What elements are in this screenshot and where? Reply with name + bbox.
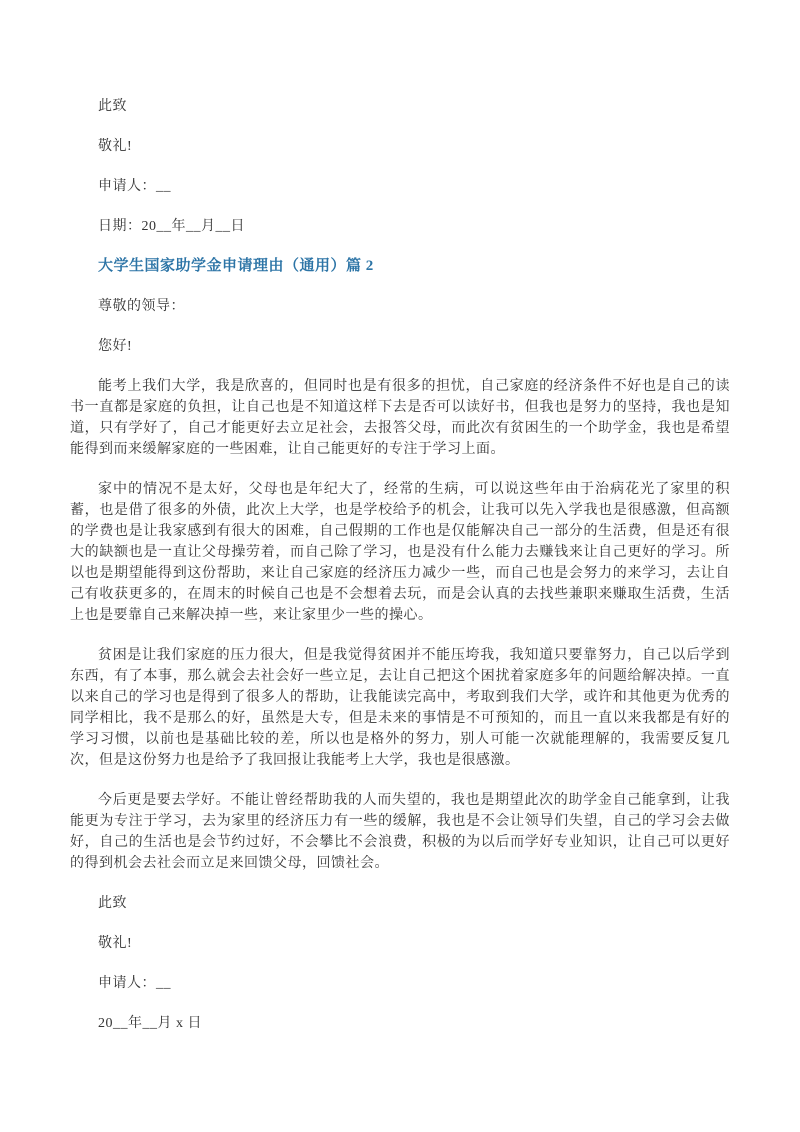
letter1-salute: 敬礼! (98, 139, 133, 154)
letter1-applicant-line: 申请人：__ (98, 179, 171, 194)
letter2-date-line: 20__年__月 x 日 (98, 1016, 202, 1031)
letter2-paragraph-1: 能考上我们大学，我是欣喜的，但同时也是有很多的担忧，自己家庭的经济条件不好也是自己的读书一直都是家庭的负担，让自己也是不知道这样下去是否可以读好书，但我也是努力的坚持，我也是知道，只有学好了，自己才能更好去立足社会，去报答父母，而此次有贫困生的一个助学金，我也是希望能得到而来缓解家庭的一些困难，让自己能更好的专注于学习上面。 (70, 379, 730, 457)
letter2-salutation: 尊敬的领导： (98, 299, 185, 314)
letter2-paragraph-4: 今后更是要去学好。不能让曾经帮助我的人而失望的，我也是期望此次的助学金自己能拿到，让我能更为专注于学习，去为家里的经济压力有一些的缓解，我也是不会让领导们失望，自己的学习会去做好，自己的生活也是会节约过好，不会攀比不会浪费，积极的为以后而学好专业知识，让自己可以更好的得到机会去社会而立足来回馈父母，回馈社会。 (70, 793, 730, 871)
letter1-date-line: 日期：20__年__月__日 (98, 219, 245, 234)
letter2-greeting: 您好! (98, 339, 133, 354)
letter2-salute: 敬礼! (98, 936, 133, 951)
section-heading: 大学生国家助学金申请理由（通用）篇 2 (98, 258, 374, 274)
letter2-closing-phrase: 此致 (98, 896, 127, 911)
letter1-closing-phrase: 此致 (98, 99, 127, 114)
letter2-paragraph-3: 贫困是让我们家庭的压力很大，但是我觉得贫困并不能压垮我，我知道只要靠努力，自己以后学到东西，有了本事，那么就会去社会好一些立足，去让自己把这个困扰着家庭多年的问题给解决掉。一直以来自己的学习也是得到了很多人的帮助，让我能读完高中，考取到我们大学，或许和其他更为优秀的同学相比，我不是那么的好，虽然是大专，但是未来的事情是不可预知的，而且一直以来我都是有好的学习习惯，以前也是基础比较的差，所以也是格外的努力，别人可能一次就能理解的，我需要反复几次，但是这份努力也是给予了我回报让我能考上大学，我也是很感激。 (70, 648, 730, 768)
letter2-paragraph-2: 家中的情况不是太好，父母也是年纪大了，经常的生病，可以说这些年由于治病花光了家里的积蓄，也是借了很多的外债，此次上大学，也是学校给予的机会，让我可以先入学我也是很感激，但高额的学费也是让我家感到有很大的困难，自己假期的工作也是仅能解决自己一部分的生活费，但是还有很大的缺额也是一直让父母操劳着，而自己除了学习，也是没有什么能力去赚钱来让自己更好的学习。所以也是期望能得到这份帮助，来让自己家庭的经济压力减少一些，而自己也是会努力的来学习，去让自己有收获更多的，在周末的时候自己也是不会想着去玩，而是会认真的去找些兼职来赚取生活费，生活上也是要靠自己来解决掉一些，来让家里少一些的操心。 (70, 482, 730, 623)
letter2-applicant-line: 申请人：__ (98, 976, 171, 991)
